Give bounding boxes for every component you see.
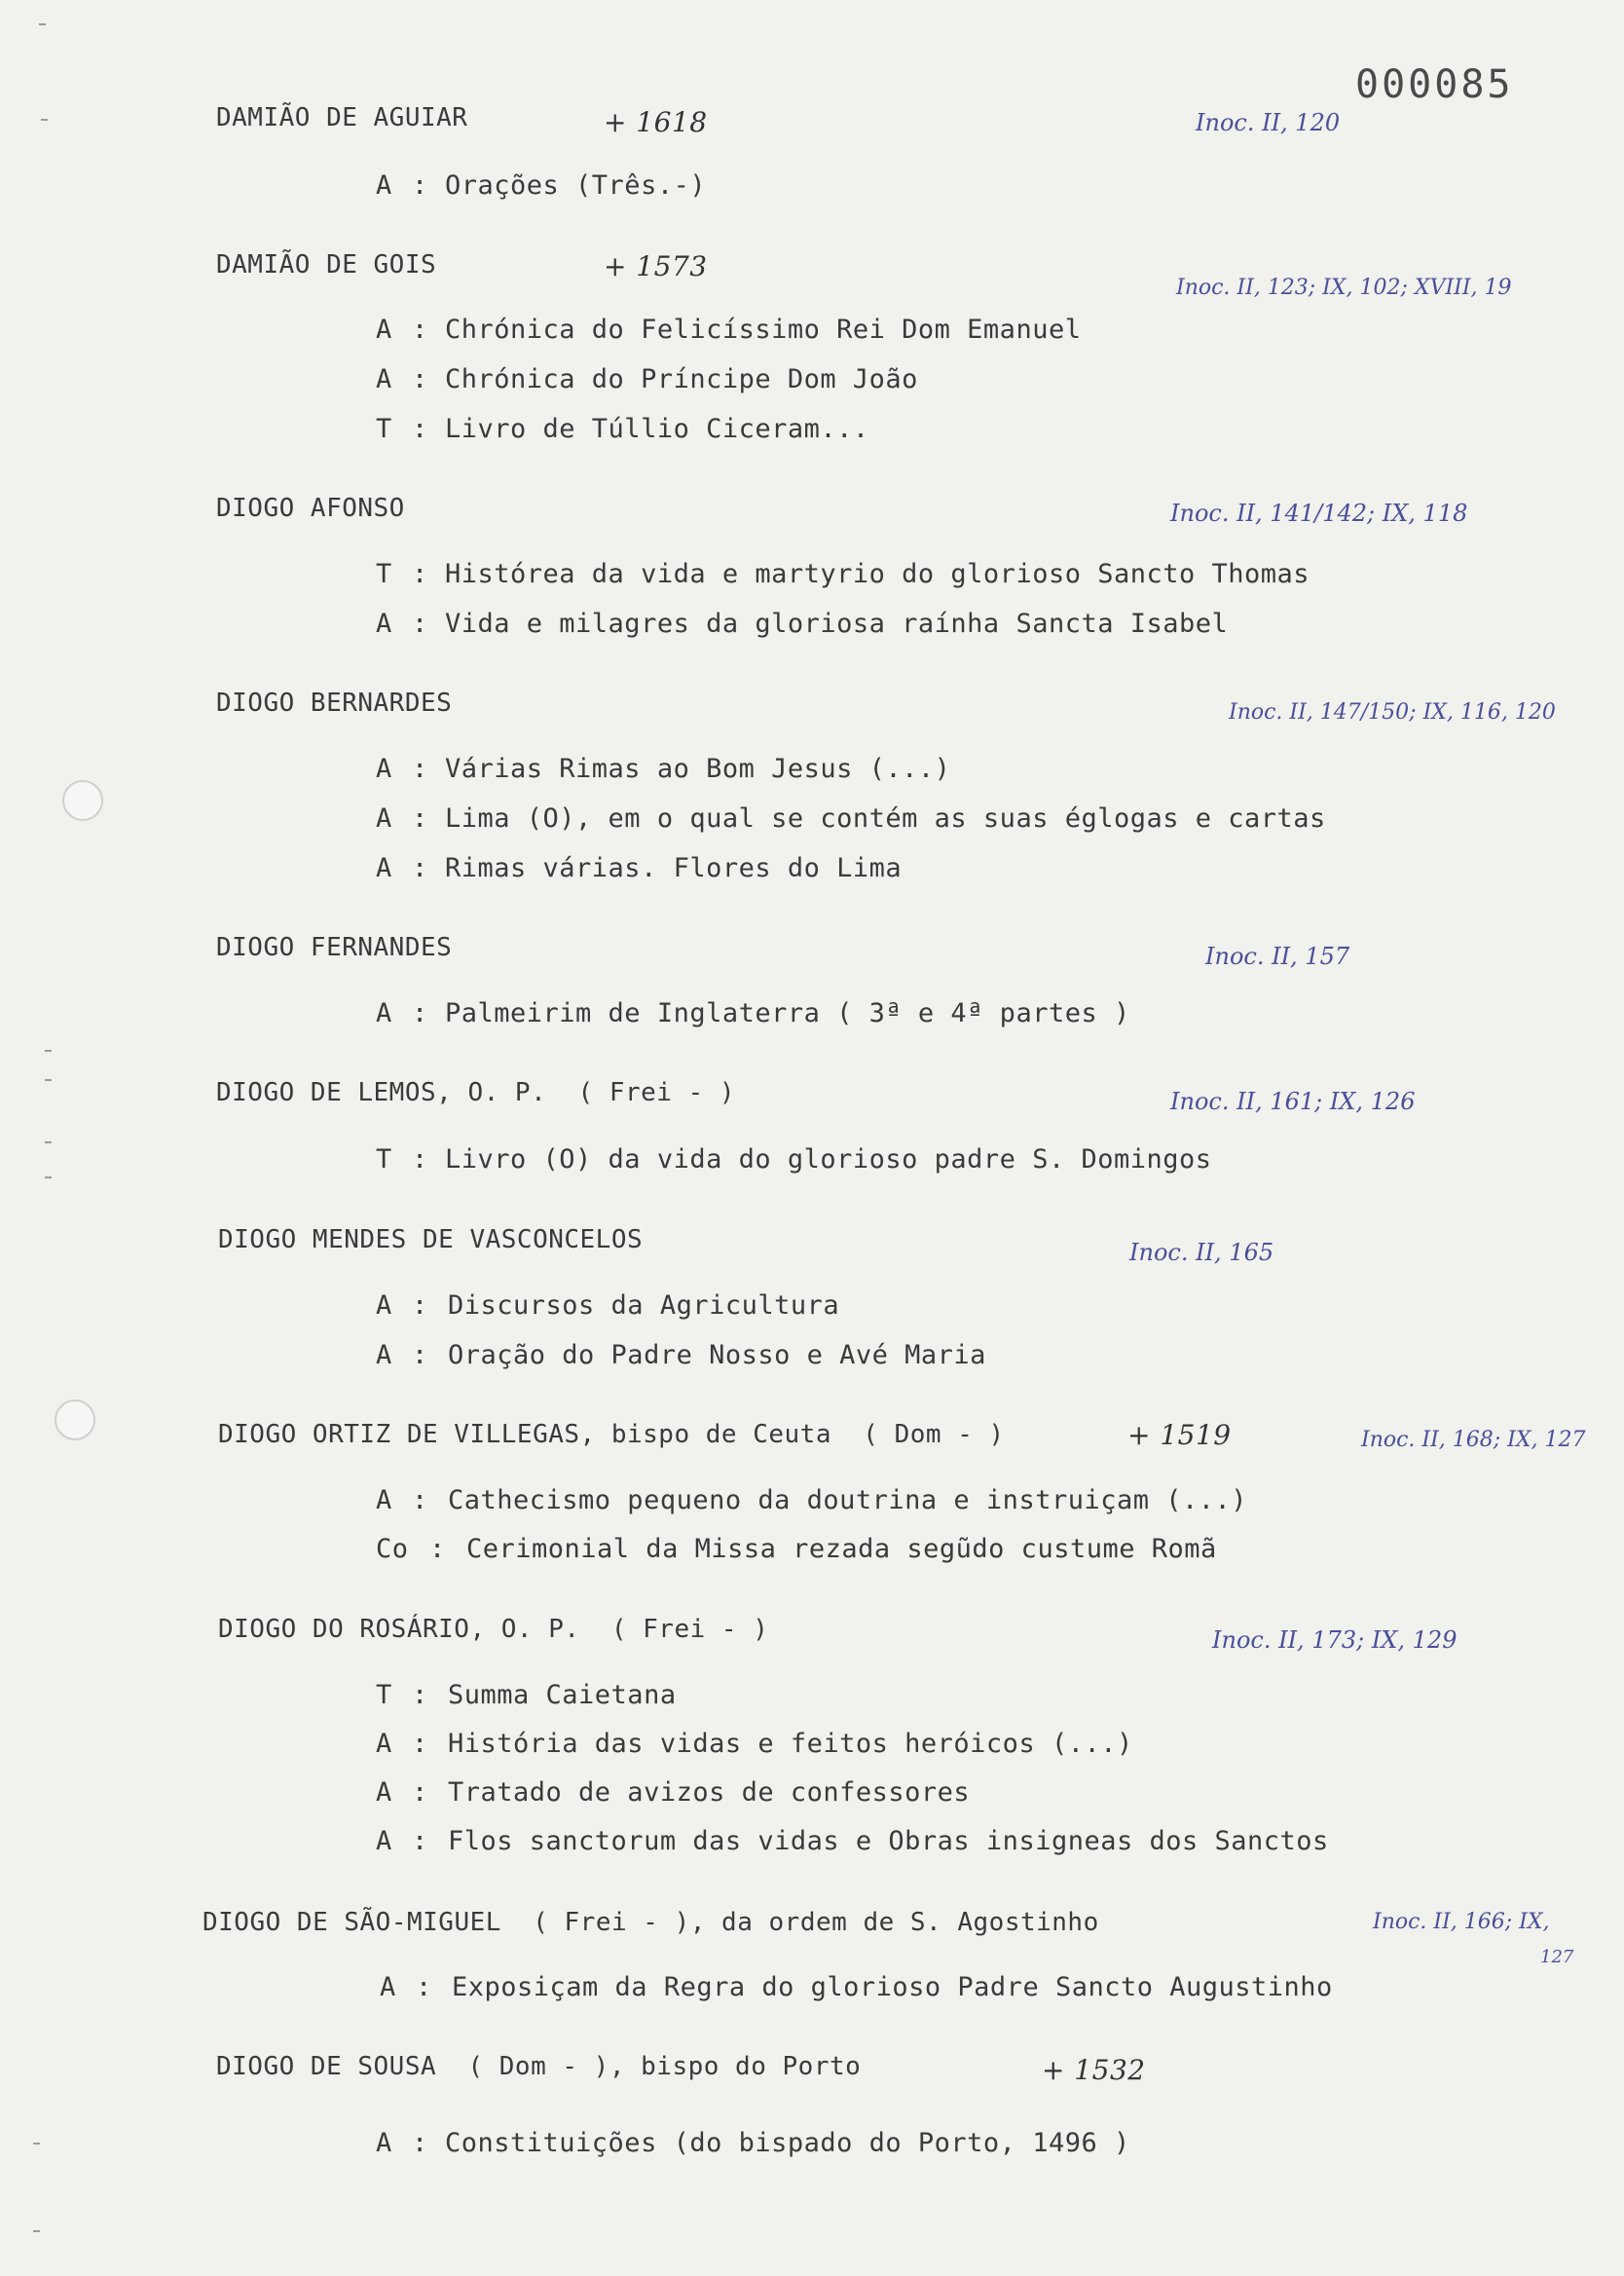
work-type: A: [376, 1340, 392, 1370]
work-title: Exposiçam da Regra do glorioso Padre Sancto Augustinho: [452, 1972, 1333, 2002]
work-type: A: [376, 1485, 392, 1515]
work-type: A: [376, 1290, 392, 1321]
author-name: DIOGO DE SOUSA ( Dom - ), bispo do Porto: [216, 2052, 862, 2081]
separator: :: [412, 1485, 428, 1515]
death-note: + 1573: [604, 250, 708, 282]
death-note: + 1532: [1042, 2054, 1146, 2086]
author-name: DIOGO DO ROSÁRIO, O. P. ( Frei - ): [218, 1615, 769, 1644]
reference-note: Inoc. II, 141/142; IX, 118: [1170, 500, 1468, 527]
work-type: T: [376, 1680, 392, 1710]
work-title: Palmeirim de Inglaterra ( 3ª e 4ª partes ): [445, 998, 1130, 1028]
work-title: Livro de Túllio Ciceram...: [445, 414, 869, 444]
separator: :: [416, 1972, 432, 2002]
punch-hole: [55, 1399, 95, 1440]
punch-hole: [62, 780, 103, 821]
work-type: A: [376, 853, 392, 883]
work-title: Cerimonial da Missa rezada segũdo custume Romã: [466, 1534, 1217, 1564]
work-type: A: [376, 998, 392, 1028]
separator: :: [412, 1777, 428, 1808]
work-type: A: [376, 1826, 392, 1856]
work-type: T: [376, 414, 392, 444]
work-title: Histórea da vida e martyrio do glorioso Sancto Thomas: [445, 559, 1310, 589]
folio-number: 000085: [1355, 62, 1514, 107]
separator: :: [412, 803, 428, 834]
reference-note: Inoc. II, 165: [1129, 1239, 1274, 1266]
reference-note: Inoc. II, 161; IX, 126: [1170, 1088, 1416, 1115]
work-type: A: [376, 2128, 392, 2158]
work-title: Lima (O), em o qual se contém as suas églogas e cartas: [445, 803, 1326, 834]
work-type: A: [376, 1777, 392, 1808]
separator: :: [412, 853, 428, 883]
work-title: Cathecismo pequeno da doutrina e instruiçam (...): [448, 1485, 1248, 1515]
margin-mark: [39, 23, 46, 25]
reference-note: Inoc. II, 120: [1196, 109, 1341, 136]
reference-note: Inoc. II, 173; IX, 129: [1212, 1626, 1458, 1654]
author-name: DIOGO ORTIZ DE VILLEGAS, bispo de Ceuta ( Dom - ): [218, 1420, 1005, 1449]
reference-note: Inoc. II, 157: [1205, 943, 1350, 970]
work-type: A: [376, 364, 392, 394]
work-title: Vida e milagres da gloriosa raínha Sancta Isabel: [445, 609, 1229, 639]
work-type: A: [376, 315, 392, 345]
separator: :: [412, 315, 428, 345]
work-title: Summa Caietana: [448, 1680, 677, 1710]
separator: :: [412, 1290, 428, 1321]
work-title: Livro (O) da vida do glorioso padre S. Domingos: [445, 1144, 1212, 1175]
work-type: A: [376, 609, 392, 639]
author-name: DIOGO BERNARDES: [216, 689, 453, 718]
work-type: Co: [376, 1534, 409, 1564]
separator: :: [412, 1340, 428, 1370]
work-type: A: [380, 1972, 396, 2002]
work-title: Discursos da Agricultura: [448, 1290, 840, 1321]
separator: :: [412, 414, 428, 444]
work-type: A: [376, 754, 392, 784]
work-type: T: [376, 1144, 392, 1175]
work-type: A: [376, 1729, 392, 1759]
author-name: DIOGO DE LEMOS, O. P. ( Frei - ): [216, 1078, 736, 1107]
work-title: Oração do Padre Nosso e Avé Maria: [448, 1340, 986, 1370]
separator: :: [412, 1729, 428, 1759]
author-name: DIOGO MENDES DE VASCONCELOS: [218, 1225, 644, 1254]
margin-mark: [45, 1141, 52, 1143]
reference-note-continued: 127: [1540, 1947, 1574, 1967]
work-title: Chrónica do Príncipe Dom João: [445, 364, 918, 394]
work-title: Orações (Três.-): [445, 170, 707, 201]
separator: :: [412, 998, 428, 1028]
reference-note: Inoc. II, 147/150; IX, 116, 120: [1229, 700, 1556, 725]
work-title: Rimas várias. Flores do Lima: [445, 853, 903, 883]
work-type: A: [376, 803, 392, 834]
margin-mark: [45, 1050, 52, 1052]
death-note: + 1519: [1127, 1419, 1232, 1451]
separator: :: [412, 2128, 428, 2158]
margin-mark: [33, 2230, 40, 2232]
margin-mark: [45, 1079, 52, 1081]
separator: :: [412, 1680, 428, 1710]
work-title: Várias Rimas ao Bom Jesus (...): [445, 754, 951, 784]
separator: :: [429, 1534, 446, 1564]
work-type: T: [376, 559, 392, 589]
work-title: História das vidas e feitos heróicos (...): [448, 1729, 1133, 1759]
work-title: Chrónica do Felicíssimo Rei Dom Emanuel: [445, 315, 1082, 345]
work-title: Flos sanctorum das vidas e Obras insigneas dos Sanctos: [448, 1826, 1329, 1856]
author-name: DAMIÃO DE AGUIAR: [216, 103, 468, 132]
margin-mark: [45, 1176, 52, 1178]
separator: :: [412, 364, 428, 394]
separator: :: [412, 609, 428, 639]
separator: :: [412, 754, 428, 784]
reference-note: Inoc. II, 166; IX,: [1373, 1910, 1550, 1934]
work-title: Tratado de avizos de confessores: [448, 1777, 971, 1808]
margin-mark: [33, 2143, 40, 2145]
work-type: A: [376, 170, 392, 201]
separator: :: [412, 559, 428, 589]
author-name: DIOGO DE SÃO-MIGUEL ( Frei - ), da ordem de S. Agostinho: [203, 1908, 1099, 1937]
separator: :: [412, 170, 428, 201]
separator: :: [412, 1144, 428, 1175]
author-name: DIOGO AFONSO: [216, 494, 405, 523]
reference-note: Inoc. II, 168; IX, 127: [1361, 1428, 1586, 1452]
separator: :: [412, 1826, 428, 1856]
margin-mark: [41, 119, 48, 121]
reference-note: Inoc. II, 123; IX, 102; XVIII, 19: [1176, 276, 1512, 300]
work-title: Constituições (do bispado do Porto, 1496 ): [445, 2128, 1130, 2158]
author-name: DIOGO FERNANDES: [216, 933, 453, 962]
death-note: + 1618: [604, 106, 708, 138]
author-name: DAMIÃO DE GOIS: [216, 250, 437, 280]
